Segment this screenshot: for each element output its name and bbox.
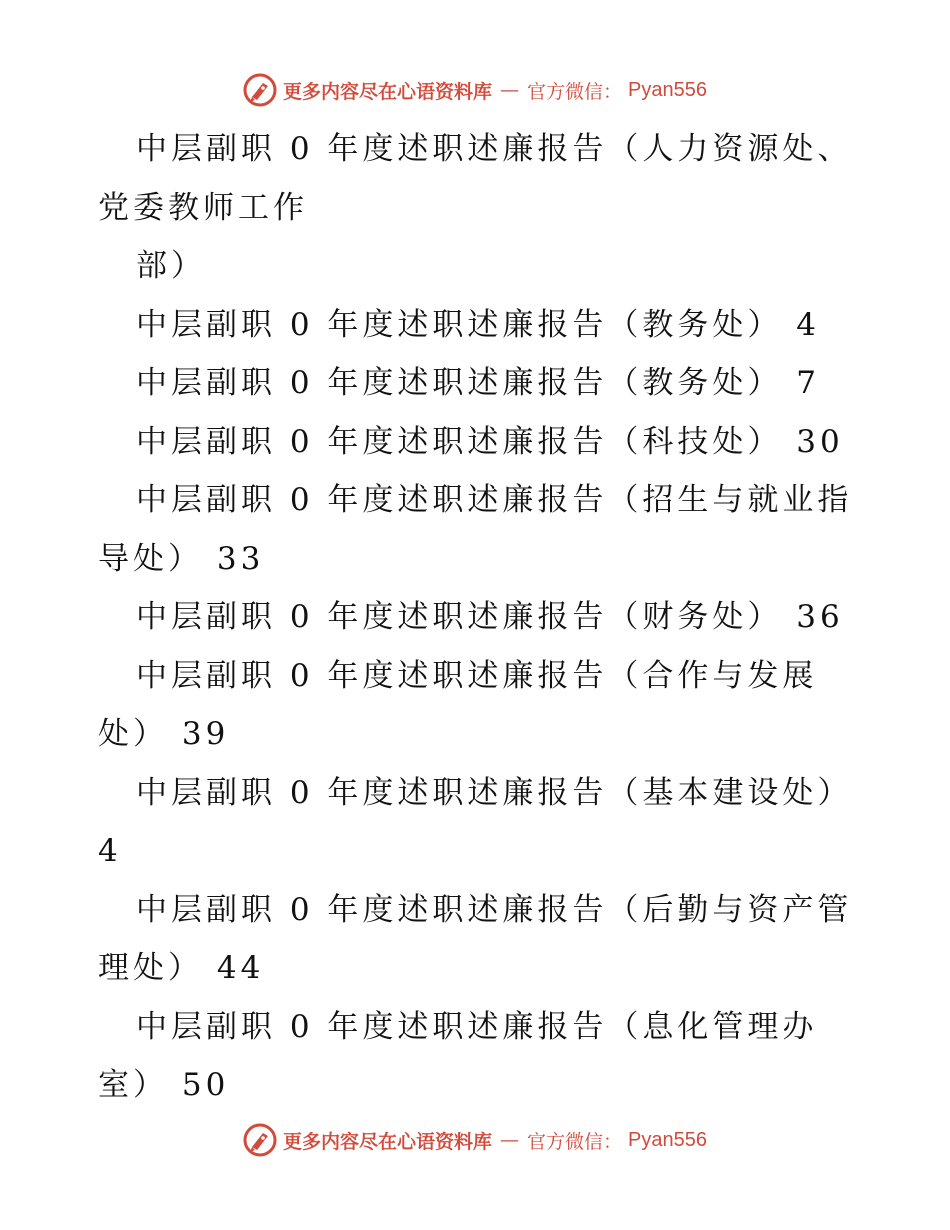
banner-wechat-label: 官方微信： [527,80,623,103]
banner-dash: — [500,1129,520,1151]
toc-line: 中层副职 0 年度述职述廉报告（后勤与资产管 [136,891,853,928]
banner-wechat-id: Pyan556 [628,78,707,101]
toc-line: 处） 39 [98,716,230,752]
toc-line: 中层副职 0 年度述职述廉报告（息化管理办 [136,1008,818,1045]
footer-banner [0,1120,950,1160]
toc-line: 中层副职 0 年度述职述廉报告（教务处） 7 [136,365,821,401]
toc-line: 中层副职 0 年度述职述廉报告（财务处） 36 [136,599,844,635]
toc-line: 中层副职 0 年度述职述廉报告（教务处） 4 [136,306,821,343]
banner-dash: — [500,79,520,101]
toc-line: 中层副职 0 年度述职述廉报告（人力资源处、 [136,131,853,167]
banner-brand-text: 更多内容尽在心语资料库 [283,80,493,103]
pen-logo-icon [243,73,277,107]
header-banner [0,70,950,110]
toc-line: 室） 50 [98,1067,230,1103]
toc-line: 中层副职 0 年度述职述廉报告（基本建设处） [136,774,853,811]
toc-line: 理处） 44 [98,950,265,986]
banner-wechat-id: Pyan556 [628,1128,707,1151]
pen-logo-icon [243,1123,277,1157]
toc-line: 部） [136,248,206,284]
toc-line: 4 [98,833,122,869]
toc-line: 导处） 33 [98,540,265,577]
toc-line: 党委教师工作 [98,189,308,226]
banner-wechat-label: 官方微信： [527,1130,623,1153]
toc-line: 中层副职 0 年度述职述廉报告（科技处） 30 [136,423,844,460]
banner-brand-text: 更多内容尽在心语资料库 [283,1130,493,1153]
document-body [98,120,858,1115]
toc-line: 中层副职 0 年度述职述廉报告（合作与发展 [136,657,818,694]
toc-line: 中层副职 0 年度述职述廉报告（招生与就业指 [136,482,853,518]
